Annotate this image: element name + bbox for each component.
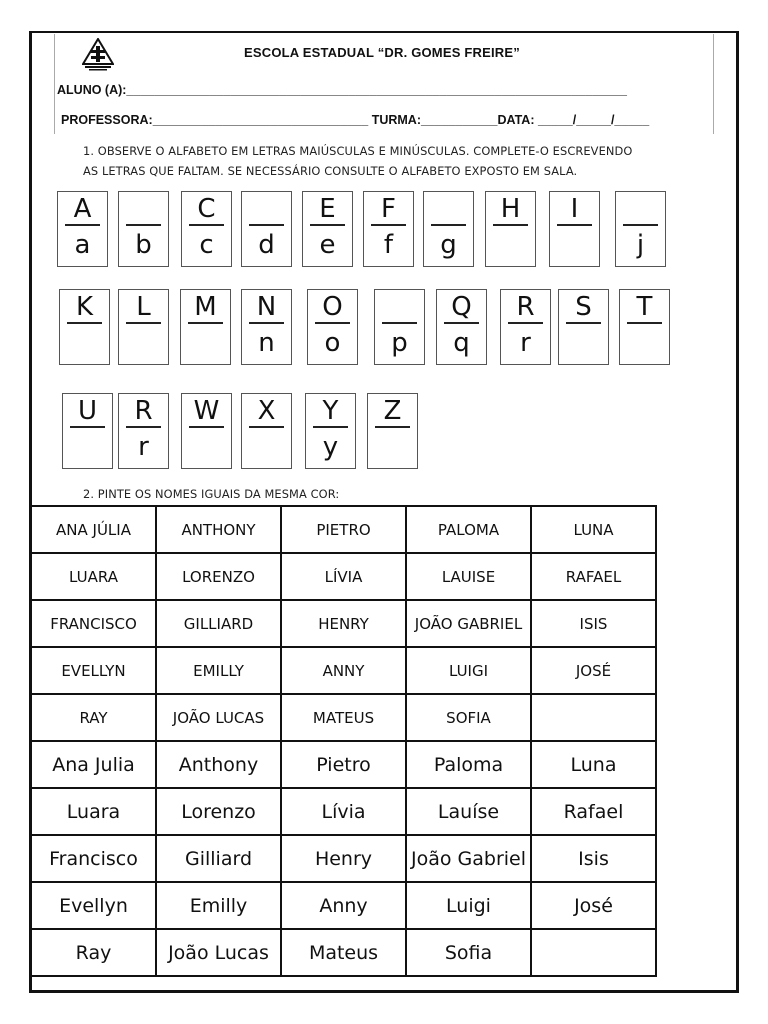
uppercase-letter: X: [257, 396, 276, 426]
name-cell[interactable]: Lorenzo: [156, 788, 281, 835]
name-cell[interactable]: MATEUS: [281, 694, 406, 741]
letter-card: [500, 289, 551, 365]
name-cell[interactable]: FRANCISCO: [31, 600, 156, 647]
name-cell[interactable]: RAY: [31, 694, 156, 741]
letter-card: [615, 191, 666, 267]
letter-card: [363, 191, 414, 267]
lowercase-letter: o: [324, 328, 341, 358]
class-line: ___________: [420, 113, 498, 127]
name-cell[interactable]: LAUISE: [406, 553, 531, 600]
letter-card: [62, 393, 113, 469]
name-cell[interactable]: PALOMA: [406, 506, 531, 553]
writing-line: [310, 224, 344, 226]
letter-card: [59, 289, 110, 365]
uppercase-letter: U: [77, 396, 98, 426]
name-cell[interactable]: Francisco: [31, 835, 156, 882]
uppercase-letter: O: [322, 292, 343, 322]
letter-card: [180, 289, 231, 365]
uppercase-letter: R: [516, 292, 535, 322]
uppercase-letter: A: [73, 194, 92, 224]
letter-card: [367, 393, 418, 469]
name-cell[interactable]: PIETRO: [281, 506, 406, 553]
name-cell[interactable]: Paloma: [406, 741, 531, 788]
letter-card: [57, 191, 108, 267]
letter-card: [307, 289, 358, 365]
writing-line: [126, 224, 160, 226]
name-cell[interactable]: Ray: [31, 929, 156, 976]
letter-card: [118, 191, 169, 267]
names-row: [31, 929, 656, 976]
uppercase-letter: F: [381, 194, 396, 224]
name-cell[interactable]: Evellyn: [31, 882, 156, 929]
names-row: [31, 882, 656, 929]
writing-line: [126, 426, 160, 428]
lowercase-letter: p: [391, 328, 408, 358]
name-cell[interactable]: Ana Julia: [31, 741, 156, 788]
name-cell[interactable]: SOFIA: [406, 694, 531, 741]
writing-line: [444, 322, 478, 324]
name-cell[interactable]: HENRY: [281, 600, 406, 647]
names-row: [31, 694, 656, 741]
uppercase-letter: S: [575, 292, 592, 322]
names-row: [31, 506, 656, 553]
uppercase-letter: Z: [383, 396, 402, 426]
class-label: TURMA:: [371, 113, 421, 127]
name-cell[interactable]: RAFAEL: [531, 553, 656, 600]
lowercase-letter: g: [440, 230, 457, 260]
writing-line: [126, 322, 160, 324]
lowercase-letter: r: [138, 432, 149, 462]
letter-card: [619, 289, 670, 365]
writing-line: [189, 224, 223, 226]
letter-card: [558, 289, 609, 365]
lowercase-letter: n: [258, 328, 275, 358]
exercise2-instruction: 2. PINTE OS NOMES IGUAIS DA MESMA COR:: [83, 487, 340, 501]
writing-line: [557, 224, 591, 226]
writing-line: [70, 426, 104, 428]
names-row: [31, 741, 656, 788]
name-cell[interactable]: Isis: [531, 835, 656, 882]
name-cell[interactable]: [531, 929, 656, 976]
uppercase-letter: M: [194, 292, 217, 322]
name-cell[interactable]: EMILLY: [156, 647, 281, 694]
writing-line: [313, 426, 347, 428]
name-cell[interactable]: Anthony: [156, 741, 281, 788]
name-cell[interactable]: João Lucas: [156, 929, 281, 976]
writing-line: [249, 322, 283, 324]
writing-line: [623, 224, 657, 226]
lowercase-letter: c: [199, 230, 214, 260]
name-cell[interactable]: GILLIARD: [156, 600, 281, 647]
uppercase-letter: R: [134, 396, 153, 426]
letter-card: [436, 289, 487, 365]
uppercase-letter: I: [570, 194, 579, 224]
names-row: [31, 647, 656, 694]
lowercase-letter: f: [383, 230, 394, 260]
student-name-line: ALUNO (A):________________________________________________________________________: [57, 83, 627, 97]
writing-line: [493, 224, 527, 226]
names-row: [31, 788, 656, 835]
teacher-label: PROFESSORA:: [61, 113, 153, 127]
lowercase-letter: a: [74, 230, 91, 260]
name-cell[interactable]: Rafael: [531, 788, 656, 835]
lowercase-letter: e: [319, 230, 336, 260]
name-cell[interactable]: JOÃO GABRIEL: [406, 600, 531, 647]
name-cell[interactable]: Luna: [531, 741, 656, 788]
letter-card: [241, 393, 292, 469]
lowercase-letter: y: [322, 432, 339, 462]
lowercase-letter: r: [520, 328, 531, 358]
name-cell[interactable]: Anny: [281, 882, 406, 929]
writing-line: [249, 224, 283, 226]
writing-line: [315, 322, 349, 324]
school-logo: [82, 38, 114, 72]
name-cell[interactable]: LUIGI: [406, 647, 531, 694]
writing-line: [627, 322, 661, 324]
letter-card: [374, 289, 425, 365]
lowercase-letter: d: [258, 230, 275, 260]
school-name: ESCOLA ESTADUAL “DR. GOMES FREIRE”: [244, 45, 520, 60]
name-cell[interactable]: Gilliard: [156, 835, 281, 882]
writing-line: [566, 322, 600, 324]
writing-line: [382, 322, 416, 324]
letter-card: [549, 191, 600, 267]
name-cell[interactable]: JOSÉ: [531, 647, 656, 694]
names-row: [31, 600, 656, 647]
names-table: [30, 505, 657, 977]
name-cell[interactable]: EVELLYN: [31, 647, 156, 694]
writing-line: [189, 426, 223, 428]
letter-card: [302, 191, 353, 267]
name-cell[interactable]: LORENZO: [156, 553, 281, 600]
letter-card: [118, 393, 169, 469]
writing-line: [508, 322, 542, 324]
name-cell[interactable]: ANA JÚLIA: [31, 506, 156, 553]
name-cell[interactable]: LUARA: [31, 553, 156, 600]
name-cell[interactable]: Henry: [281, 835, 406, 882]
writing-line: [375, 426, 409, 428]
name-cell[interactable]: LUNA: [531, 506, 656, 553]
name-cell[interactable]: Lívia: [281, 788, 406, 835]
uppercase-letter: E: [319, 194, 336, 224]
name-cell[interactable]: Emilly: [156, 882, 281, 929]
name-cell[interactable]: Sofia: [406, 929, 531, 976]
name-cell[interactable]: Mateus: [281, 929, 406, 976]
writing-line: [188, 322, 222, 324]
uppercase-letter: L: [136, 292, 151, 322]
uppercase-letter: K: [75, 292, 94, 322]
name-cell[interactable]: ISIS: [531, 600, 656, 647]
name-cell[interactable]: Luigi: [406, 882, 531, 929]
writing-line: [431, 224, 465, 226]
writing-line: [249, 426, 283, 428]
teacher-line: _______________________________: [152, 113, 369, 127]
name-cell[interactable]: JOÃO LUCAS: [156, 694, 281, 741]
lowercase-letter: j: [636, 230, 645, 260]
name-cell[interactable]: ANNY: [281, 647, 406, 694]
lowercase-letter: q: [453, 328, 470, 358]
letter-card: [181, 191, 232, 267]
lowercase-letter: b: [135, 230, 152, 260]
letter-card: [485, 191, 536, 267]
letter-card: [241, 289, 292, 365]
name-cell[interactable]: Pietro: [281, 741, 406, 788]
uppercase-letter: C: [197, 194, 216, 224]
letter-card: [118, 289, 169, 365]
exercise1-instruction-line2: AS LETRAS QUE FALTAM. SE NECESSÁRIO CONSULTE O ALFABETO EXPOSTO EM SALA.: [83, 164, 578, 178]
names-row: [31, 835, 656, 882]
name-cell[interactable]: João Gabriel: [406, 835, 531, 882]
writing-line: [371, 224, 405, 226]
name-cell[interactable]: [531, 694, 656, 741]
uppercase-letter: W: [193, 396, 220, 426]
names-row: [31, 553, 656, 600]
exercise1-instruction-line1: 1. OBSERVE O ALFABETO EM LETRAS MAIÚSCULAS E MINÚSCULAS. COMPLETE-O ESCREVENDO: [83, 144, 633, 158]
name-cell[interactable]: José: [531, 882, 656, 929]
letter-card: [241, 191, 292, 267]
uppercase-letter: T: [636, 292, 653, 322]
name-cell[interactable]: ANTHONY: [156, 506, 281, 553]
uppercase-letter: Q: [451, 292, 472, 322]
name-cell[interactable]: Luara: [31, 788, 156, 835]
letter-card: [181, 393, 232, 469]
letter-card: [305, 393, 356, 469]
uppercase-letter: N: [256, 292, 277, 322]
letter-card: [423, 191, 474, 267]
writing-line: [67, 322, 101, 324]
teacher-class-date-line: [61, 113, 649, 127]
uppercase-letter: Y: [322, 396, 339, 426]
name-cell[interactable]: LÍVIA: [281, 553, 406, 600]
uppercase-letter: H: [500, 194, 521, 224]
date-label: DATA: _____/_____/_____: [497, 113, 650, 127]
writing-line: [65, 224, 99, 226]
name-cell[interactable]: Lauíse: [406, 788, 531, 835]
